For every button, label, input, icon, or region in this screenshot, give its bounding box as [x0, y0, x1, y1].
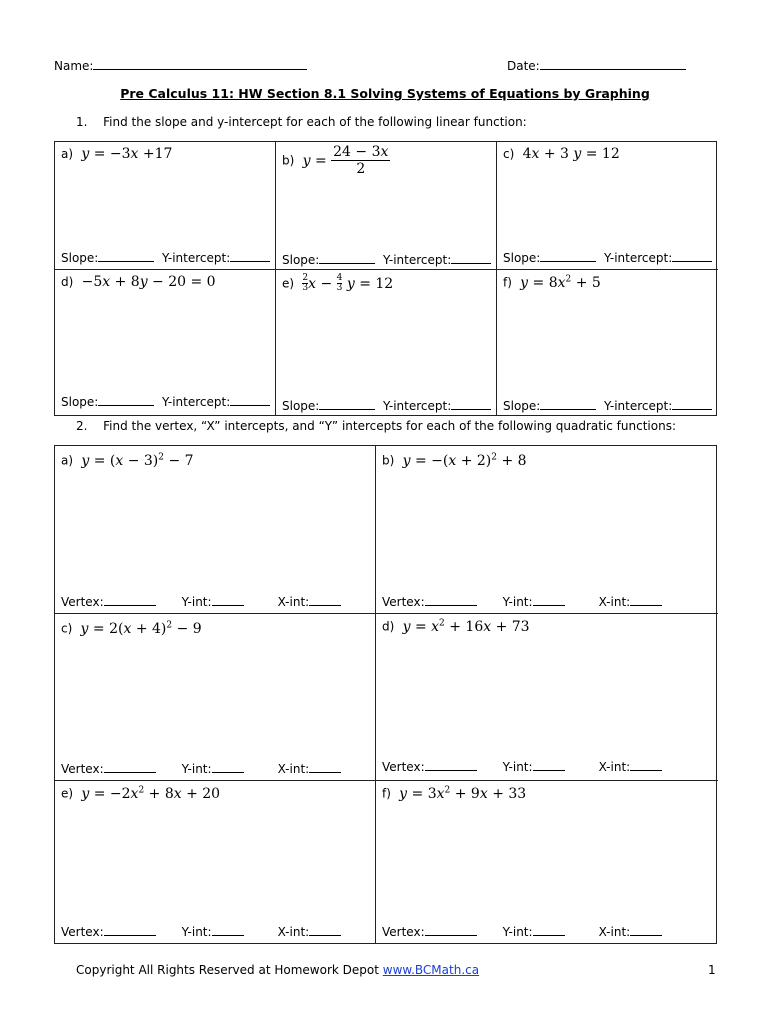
equation: $y = x^2 + 16x + 73$ — [398, 618, 530, 635]
problem-letter: e) — [282, 276, 295, 291]
name-field[interactable] — [54, 58, 307, 73]
q1-problem-b — [276, 142, 497, 270]
answer-line[interactable]: Vertex: Y-int: X-int: — [382, 925, 714, 939]
answer-line[interactable]: Vertex: Y-int: X-int: — [61, 595, 371, 609]
name-label: Name: — [54, 59, 94, 73]
q1-prompt-text: Find the slope and y-intercept for each of the following linear function: — [103, 115, 527, 129]
problem-letter: a) — [61, 147, 74, 161]
equation: $y = 8x^2 + 5$ — [515, 274, 601, 291]
q2-number: 2. — [76, 419, 88, 433]
q1-problem-f — [497, 270, 718, 415]
q1-problem-a — [55, 142, 276, 270]
equation: $y = (x - 3)^2 - 7$ — [76, 452, 194, 469]
q2-prompt — [76, 419, 676, 433]
bcmath-link[interactable]: www.BCMath.ca — [382, 963, 480, 977]
page-number: 1 — [708, 963, 716, 977]
q2-problem-c — [55, 614, 376, 781]
q2-problem-d — [376, 614, 718, 781]
problem-letter: f) — [503, 275, 512, 290]
equation: −5x + 8y − 20 = 0 — [81, 274, 216, 290]
problem-letter: d) — [61, 275, 74, 289]
equation: $y = -2x^2 + 8x + 20$ — [76, 785, 221, 802]
problem-letter: c) — [503, 147, 515, 161]
problem-letter: d) — [382, 619, 395, 634]
q1-prompt — [76, 115, 527, 129]
answer-line[interactable]: Slope: Y-intercept: — [282, 399, 492, 413]
q2-prompt-text: Find the vertex, “X” intercepts, and “Y” intercepts for each of the following quadratic functions: — [103, 419, 676, 433]
problem-letter: c) — [61, 621, 73, 636]
answer-line[interactable]: Slope: Y-intercept: — [503, 251, 714, 265]
date-field[interactable] — [507, 58, 686, 73]
page-title: Pre Calculus 11: HW Section 8.1 Solving Systems of Equations by Graphing — [120, 86, 650, 101]
q2-grid — [54, 445, 717, 944]
date-label: Date: — [507, 59, 540, 73]
equation: $y = 3x^2 + 9x + 33$ — [394, 785, 527, 802]
problem-letter: b) — [282, 153, 295, 168]
equation: y = −3x +17 — [76, 146, 173, 162]
equation: $y = -(x + 2)^2 + 8$ — [398, 452, 527, 469]
q2-problem-e — [55, 781, 376, 943]
equation: $y = 2(x + 4)^2 - 9$ — [76, 620, 202, 637]
problem-letter: b) — [382, 453, 395, 468]
q2-problem-f — [376, 781, 718, 943]
q2-problem-b — [376, 446, 718, 614]
answer-line[interactable]: Slope: Y-intercept: — [61, 395, 271, 409]
problem-letter: f) — [382, 786, 391, 801]
q2-problem-a — [55, 446, 376, 614]
equation: $\frac{2}{3}x$ − $\frac{4}{3}$ y = 12 — [302, 273, 394, 293]
equation: y = $\frac{24 - 3x}{2}$ — [298, 144, 389, 177]
footer-copyright — [76, 963, 479, 977]
answer-line[interactable]: Vertex: Y-int: X-int: — [382, 760, 714, 774]
q1-problem-d — [55, 270, 276, 415]
answer-line[interactable]: Vertex: Y-int: X-int: — [61, 762, 371, 776]
equation: 4x + 3 y = 12 — [522, 146, 620, 162]
answer-line[interactable]: Slope: Y-intercept: — [503, 399, 714, 413]
q1-problem-c — [497, 142, 718, 270]
answer-line[interactable]: Slope: Y-intercept: — [61, 251, 271, 265]
q1-number: 1. — [76, 115, 88, 129]
copyright-text: Copyright All Rights Reserved at Homework Depot — [76, 963, 383, 977]
problem-letter: a) — [61, 453, 74, 468]
q1-problem-e — [276, 270, 497, 415]
answer-line[interactable]: Vertex: Y-int: X-int: — [382, 595, 714, 609]
answer-line[interactable]: Vertex: Y-int: X-int: — [61, 925, 371, 939]
answer-line[interactable]: Slope: Y-intercept: — [282, 253, 492, 267]
problem-letter: e) — [61, 786, 74, 801]
q1-grid — [54, 141, 717, 416]
